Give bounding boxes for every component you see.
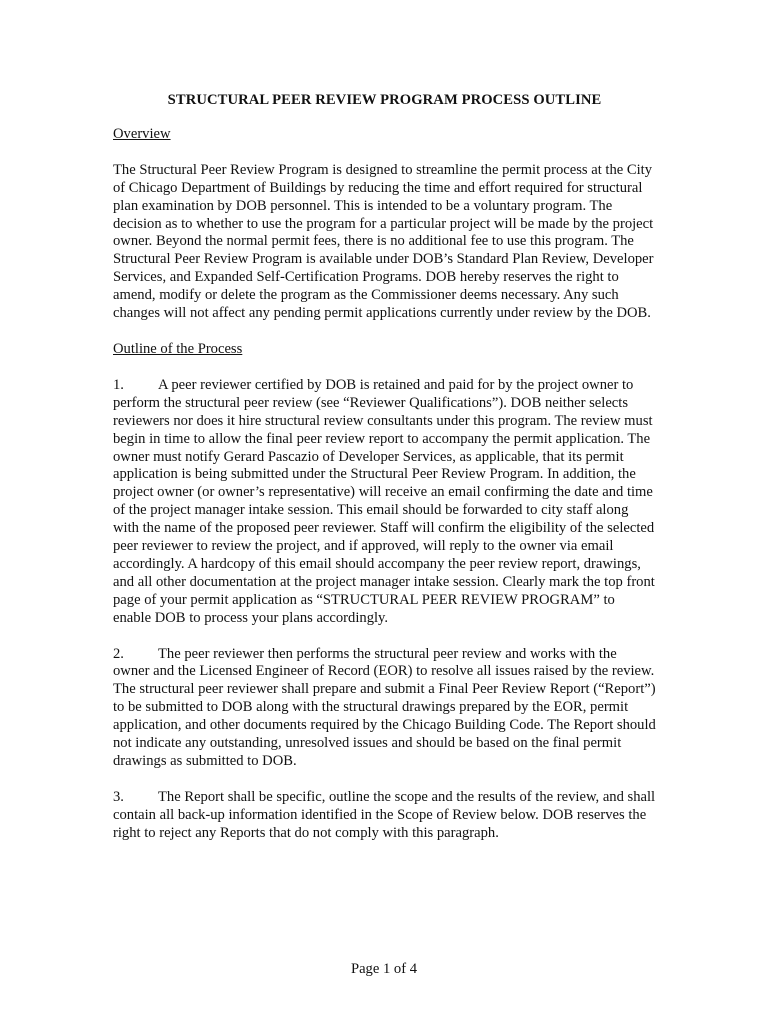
outline-item-number: 3.: [113, 788, 124, 805]
overview-heading: Overview: [113, 125, 171, 142]
document-title: STRUCTURAL PEER REVIEW PROGRAM PROCESS OUTLINE: [167, 92, 602, 108]
outline-item-1: [113, 377, 656, 628]
outline-item-text: The Report shall be specific, outline the scope and the results of the review, and shall contain all back-up information identified in the Scope of Review below. DOB reserves the right to reject any Reports that do not comply with this paragraph.: [113, 788, 656, 841]
outline-item-text: The peer reviewer then performs the structural peer review and works with the owner and the Licensed Engineer of Record (EOR) to resolve all issues raised by the review. The structural peer reviewer shall prepare and submit a Final Peer Review Report (“Report”) to be submitted to DOB along with the structural drawings prepared by the EOR, permit application, and other documents required by the Chicago Building Code. The Report should not indicate any outstanding, unresolved issues and should be based on the final permit drawings as submitted to DOB.: [113, 645, 656, 769]
outline-heading: Outline of the Process: [113, 340, 243, 357]
outline-item-text: A peer reviewer certified by DOB is retained and paid for by the project owner to perform the structural peer review (see “Reviewer Qualifications”). DOB neither selects reviewers nor does it hire structural review consultants under this program. The review must begin in time to allow the final peer review report to accompany the permit application. The owner must notify Gerard Pascazio of Developer Services, as applicable, that its permit application is being submitted under the Structural Peer Review Program. In addition, the project owner (or owner’s representative) will receive an email confirming the date and time of the project manager intake session. This email should be forwarded to city staff along with the name of the proposed peer reviewer. Staff will confirm the eligibility of the selected peer reviewer to review the project, and if approved, will reply to the owner via email accordingly. A hardcopy of this email should accompany the peer review report, drawings, and all other documentation at the project manager intake session. Clearly mark the top front page of your permit application as “STRUCTURAL PEER REVIEW PROGRAM” to enable DOB to process your plans accordingly.: [113, 376, 655, 626]
outline-item-2: [113, 646, 656, 771]
outline-item-number: 2.: [113, 645, 124, 662]
overview-paragraph: The Structural Peer Review Program is designed to streamline the permit process at the City of Chicago Department of Buildings by reducing the time and effort required for structural plan examination by DOB personnel. This is intended to be a voluntary program. The decision as to whether to use the program for a particular project will be made by the project owner. Beyond the normal permit fees, there is no additional fee to use this program. The Structural Peer Review Program is available under DOB’s Standard Plan Review, Developer Services, and Expanded Self-Certification Programs. DOB hereby reserves the right to amend, modify or delete the program as the Commissioner deems necessary. Any such changes will not affect any pending permit applications currently under review by the DOB.: [113, 161, 654, 322]
page-number: Page 1 of 4: [350, 961, 418, 977]
outline-item-3: [113, 789, 656, 843]
outline-item-number: 1.: [113, 376, 124, 393]
document-body: [113, 92, 656, 861]
